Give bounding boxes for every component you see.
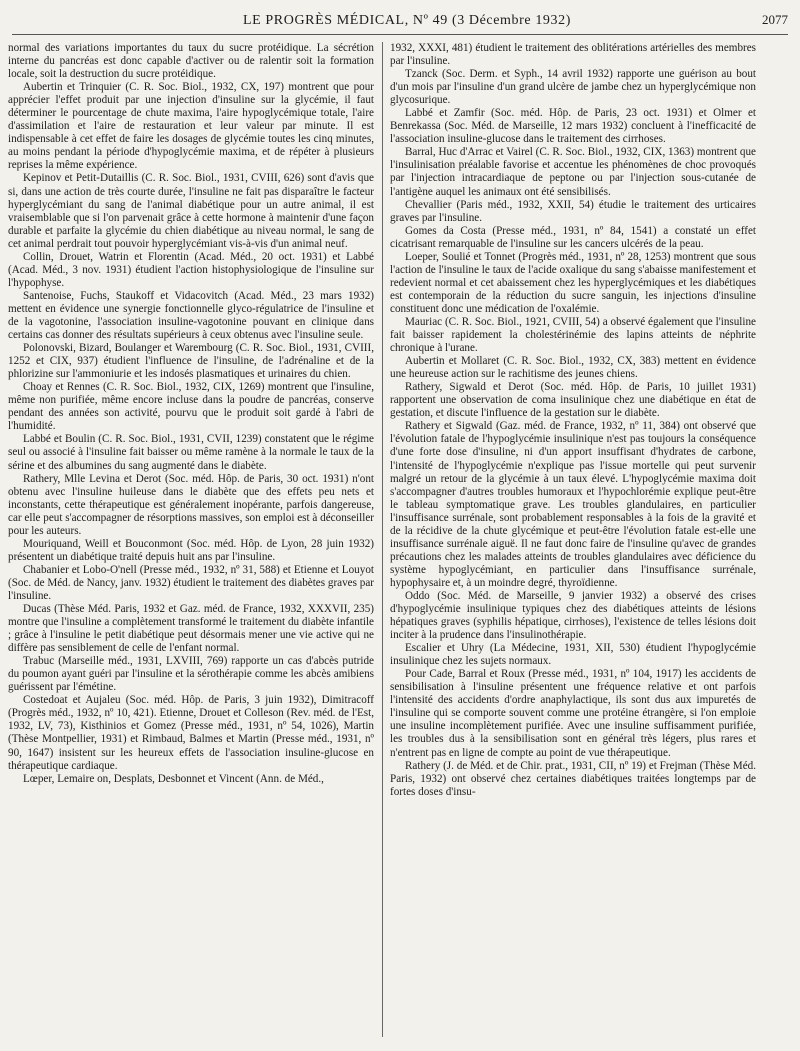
paragraph: Tzanck (Soc. Derm. et Syph., 14 avril 1932) rapporte une guérison au bout d'un mois par l'insuline d'un grand ulcère de jambe chez un hyperglycémique non glycosurique. bbox=[390, 68, 756, 107]
paragraph: Mouriquand, Weill et Bouconmont (Soc. méd. Hôp. de Lyon, 28 juin 1932) présentent un diabétique traité depuis huit ans par l'insuline. bbox=[8, 537, 374, 563]
paragraph: Rathery, Sigwald et Derot (Soc. méd. Hôp. de Paris, 10 juillet 1931) rapportent une observation de coma insulinique chez une diabétique en état de gestation, et discute l'influence de la gestation sur le diabète. bbox=[390, 381, 756, 420]
paragraph: Barral, Huc d'Arrac et Vairel (C. R. Soc. Biol., 1932, CIX, 1363) montrent que l'insulinisation préalable favorise et accentue les phénomènes de choc provoqués par l'injection intracardiaque de peptone ou par l'injection sous-cutanée de l'antigène auquel les animaux ont été sensibilisés. bbox=[390, 146, 756, 198]
column-divider bbox=[382, 42, 383, 1037]
paragraph: Oddo (Soc. Méd. de Marseille, 9 janvier 1932) a observé des crises d'hypoglycémie insulinique typiques chez des diabétiques atteints de lésions hépatiques graves (syphilis hépatique, cirrhoses), l'existence de telles lésions doit inciter à la prudence dans l'insulinothérapie. bbox=[390, 589, 756, 642]
paragraph: Polonovski, Bizard, Boulanger et Warembourg (C. R. Soc. Biol., 1931, CVIII, 1252 et CIX, 937) étudient l'influence de l'insuline, de l'adrénaline et de la phlorizine sur l'ammoniurie et les indosés plasmatiques et urinaires du chien. bbox=[8, 342, 374, 381]
paragraph: Loeper, Soulié et Tonnet (Progrès méd., 1931, nº 28, 1253) montrent que sous l'action de l'insuline le taux de l'acide oxalique du sang s'abaisse manifestement et redevient normal et cet abaissement chez les hyperglycémiques et les diabétiques est contemporain de la réduction du sucre sanguin, les injections d'insuline constituent donc une médication de l'oxalémie. bbox=[390, 250, 756, 315]
right-column bbox=[390, 42, 756, 1042]
paragraph: Kepinov et Petit-Dutaillis (C. R. Soc. Biol., 1931, CVIII, 626) sont d'avis que si, dans une action de très courte durée, l'insuline ne fait pas disparaître le facteur hyperglycémiant du sang de l'animal diabétique pour un autre animal, il est vraisemblable que si l'on parvenait grâce à cette hormone à maintenir d'une façon durable et parfaite la glycémie du chien diabétique au niveau normal, le sang de cet animal perdrait tout pouvoir hyperglycémiant vis-à-vis d'un animal neuf. bbox=[8, 172, 374, 250]
paragraph: Escalier et Uhry (La Médecine, 1931, XII, 530) étudient l'hypoglycémie insulinique chez les sujets normaux. bbox=[390, 642, 756, 668]
paragraph: Choay et Rennes (C. R. Soc. Biol., 1932, CIX, 1269) montrent que l'insuline, même non purifiée, même encore incluse dans la poudre de pancréas, conserve pendant des années son activité, pourvu que le produit soit gardé à l'abri de l'humidité. bbox=[8, 381, 374, 433]
paragraph: Santenoise, Fuchs, Staukoff et Vidacovitch (Acad. Méd., 23 mars 1932) mettent en évidence une synergie fonctionnelle glyco-régulatrice de l'insuline et de la vagotonine, l'association insuline-vagotonine pouvant en clinique dans certains cas donner des résultats supérieurs à ceux obtenus avec l'insuline seule. bbox=[8, 289, 374, 342]
paragraph: Labbé et Boulin (C. R. Soc. Biol., 1931, CVII, 1239) constatent que le régime seul ou associé à l'insuline fait baisser ou même ramène à la normale le taux de la sérine et des albumines du sang augmenté dans le diabète. bbox=[8, 433, 374, 472]
paragraph: Ducas (Thèse Méd. Paris, 1932 et Gaz. méd. de France, 1932, XXXVII, 235) montre que l'insuline a complètement transformé le traitement du diabète infantile ; grâce à l'insuline le petit diabétique peut désormais mener une vie active qui ne diffère pas sensiblement de celle de l'enfant normal. bbox=[8, 603, 374, 655]
paragraph: Costedoat et Aujaleu (Soc. méd. Hôp. de Paris, 3 juin 1932), Dimitracoff (Progrès méd., 1932, nº 10, 421). Etienne, Drouet et Colleson (Rev. méd. de l'Est, 1932, LV, 73), Kisthinios et Gomez (Presse méd., 1931, nº 54, 1026), Martin (Thèse Montpellier, 1931) et Rimbaud, Balmes et Martin (Presse méd., 1931, nº 90, 1647) insistent sur les heureux effets de l'association insuline-glucose en thérapeutique cardiaque. bbox=[8, 694, 374, 772]
paragraph: Chevallier (Paris méd., 1932, XXII, 54) étudie le traitement des urticaires graves par l'insuline. bbox=[390, 198, 756, 224]
paragraph: Mauriac (C. R. Soc. Biol., 1921, CVIII, 54) a observé également que l'insuline fait baisser rapidement la cholestérinémie des lapins atteints de néphrite chronique à l'urane. bbox=[390, 315, 756, 355]
paragraph: Aubertin et Trinquier (C. R. Soc. Biol., 1932, CX, 197) montrent que pour apprécier l'effet produit par une injection d'insuline sur la glycémie, il faut déterminer le pourcentage de chute maxima, l'aire hypoglycémique totale, l'aire d'assimilation et l'aire de restauration et leur valeur par minute. Il est indispensable à cet effet de faire les dosages de glycémie toutes les cinq minutes, au moins pendant la période d'hypoglycémie maxima, et de répéter à plusieurs reprises la même expérience. bbox=[8, 81, 374, 172]
paragraph: Collin, Drouet, Watrin et Florentin (Acad. Méd., 20 oct. 1931) et Labbé (Acad. Méd., 3 nov. 1931) étudient l'action histophysiologique de l'insuline sur l'hypophyse. bbox=[8, 250, 374, 289]
paragraph: Pour Cade, Barral et Roux (Presse méd., 1931, nº 104, 1917) les accidents de sensibilisation à l'insuline présentent une fréquence relative et ont parfois l'intensité des accidents d'ordre anaphylactique, ils sont dus aux impuretés de l'insuline qui se comporte souvent comme une protéine étrangère, si l'on emploie une insuline incomplètement purifiée. Avec une insuline suffisamment purifiée, les troubles dus à la sensibilisation sont en général très légers, plus rares et n'entrent pas en ligne de compte au point de vue thérapeutique. bbox=[390, 668, 756, 759]
paragraph: Rathery, Mlle Levina et Derot (Soc. méd. Hôp. de Paris, 30 oct. 1931) n'ont obtenu avec l'insuline huileuse dans le diabète que des effets peu nets et inconstants, cette thérapeutique est généralement inopérante, parfois dangereuse, car elle peut s'accompagner de résorptions massives, son emploi est à déconseiller pour les auteurs. bbox=[8, 472, 374, 537]
paragraph: 1932, XXXI, 481) étudient le traitement des oblitérations artérielles des membres par l'insuline. bbox=[390, 42, 756, 68]
header-rule bbox=[12, 34, 788, 35]
left-column bbox=[8, 42, 374, 1042]
paragraph: Aubertin et Mollaret (C. R. Soc. Biol., 1932, CX, 383) mettent en évidence une heureuse action sur le rachitisme des jeunes chiens. bbox=[390, 355, 756, 381]
paragraph: Lœper, Lemaire on, Desplats, Desbonnet et Vincent (Ann. de Méd., bbox=[23, 772, 324, 785]
paragraph: Labbé et Zamfir (Soc. méd. Hôp. de Paris, 23 oct. 1931) et Olmer et Benrekassa (Soc. Méd. de Marseille, 12 mars 1932) concluent à l'inefficacité de l'association insuline-glucose dans le traitement des cirrhoses. bbox=[390, 107, 756, 146]
paragraph: Rathery (J. de Méd. et de Chir. prat., 1931, CII, nº 19) et Frejman (Thèse Méd. Paris, 1932) ont observé chez certaines diabétiques traitées longtemps par de fortes doses d'insu- bbox=[390, 759, 756, 798]
paragraph: Rathery et Sigwald (Gaz. méd. de France, 1932, nº 11, 384) ont observé que l'évolution fatale de l'hypoglycémie insulinique n'est pas toujours la conséquence d'une forte dose d'insuline, ni d'un apport insuffisant d'hydrates de carbone, l'intensité de l'hypoglycémie n'explique pas l'issue mortelle qui peut survenir malgré un retour de la glycémie à un taux élevé. L'hypoglycémie maxima doit s'accompagner d'autres troubles humoraux et l'hypochlorémie explique peut-être le tableau symptomatique grave. Les troubles glandulaires, en particulier l'insuffisance surrénale, sont probablement responsables à la fois de la gravité et de la récidive de la chute glycémique et peut-être l'évolution fatale est-elle une insuffisance surrénale aiguë. Il ne faut donc faire de l'insuline qu'avec de grandes précautions chez les malades atteints de troubles glandulaires avec déficience du système hypoglycémiant, en particulier dans l'insuffisance surrénale, hypophysaire et, à un moindre degré, thyroïdienne. bbox=[390, 420, 756, 589]
paragraph: Gomes da Costa (Presse méd., 1931, nº 84, 1541) a constaté un effet cicatrisant remarquable de l'insuline sur les cancers ulcérés de la peau. bbox=[390, 224, 756, 250]
paragraph: normal des variations importantes du taux du sucre protéidique. La sécrétion interne du pancréas est donc capable d'activer ou de ralentir soit la formation locale, soit la destruction du sucre protéidique. bbox=[8, 42, 374, 81]
paragraph: Trabuc (Marseille méd., 1931, LXVIII, 769) rapporte un cas d'abcès putride du poumon ayant guéri par l'insuline et la sérothérapie comme les abcès amibiens guérissent par l'émétine. bbox=[8, 655, 374, 694]
journal-title: LE PROGRÈS MÉDICAL, Nº 49 (3 Décembre 1932) bbox=[243, 13, 571, 28]
paragraph: Chabanier et Lobo-O'nell (Presse méd., 1932, nº 31, 588) et Etienne et Louyot (Soc. de Méd. de Nancy, janv. 1932) étudient le traitement des diabètes graves par l'insuline. bbox=[8, 563, 374, 602]
page-number: 2077 bbox=[762, 12, 788, 27]
running-header bbox=[12, 12, 788, 34]
